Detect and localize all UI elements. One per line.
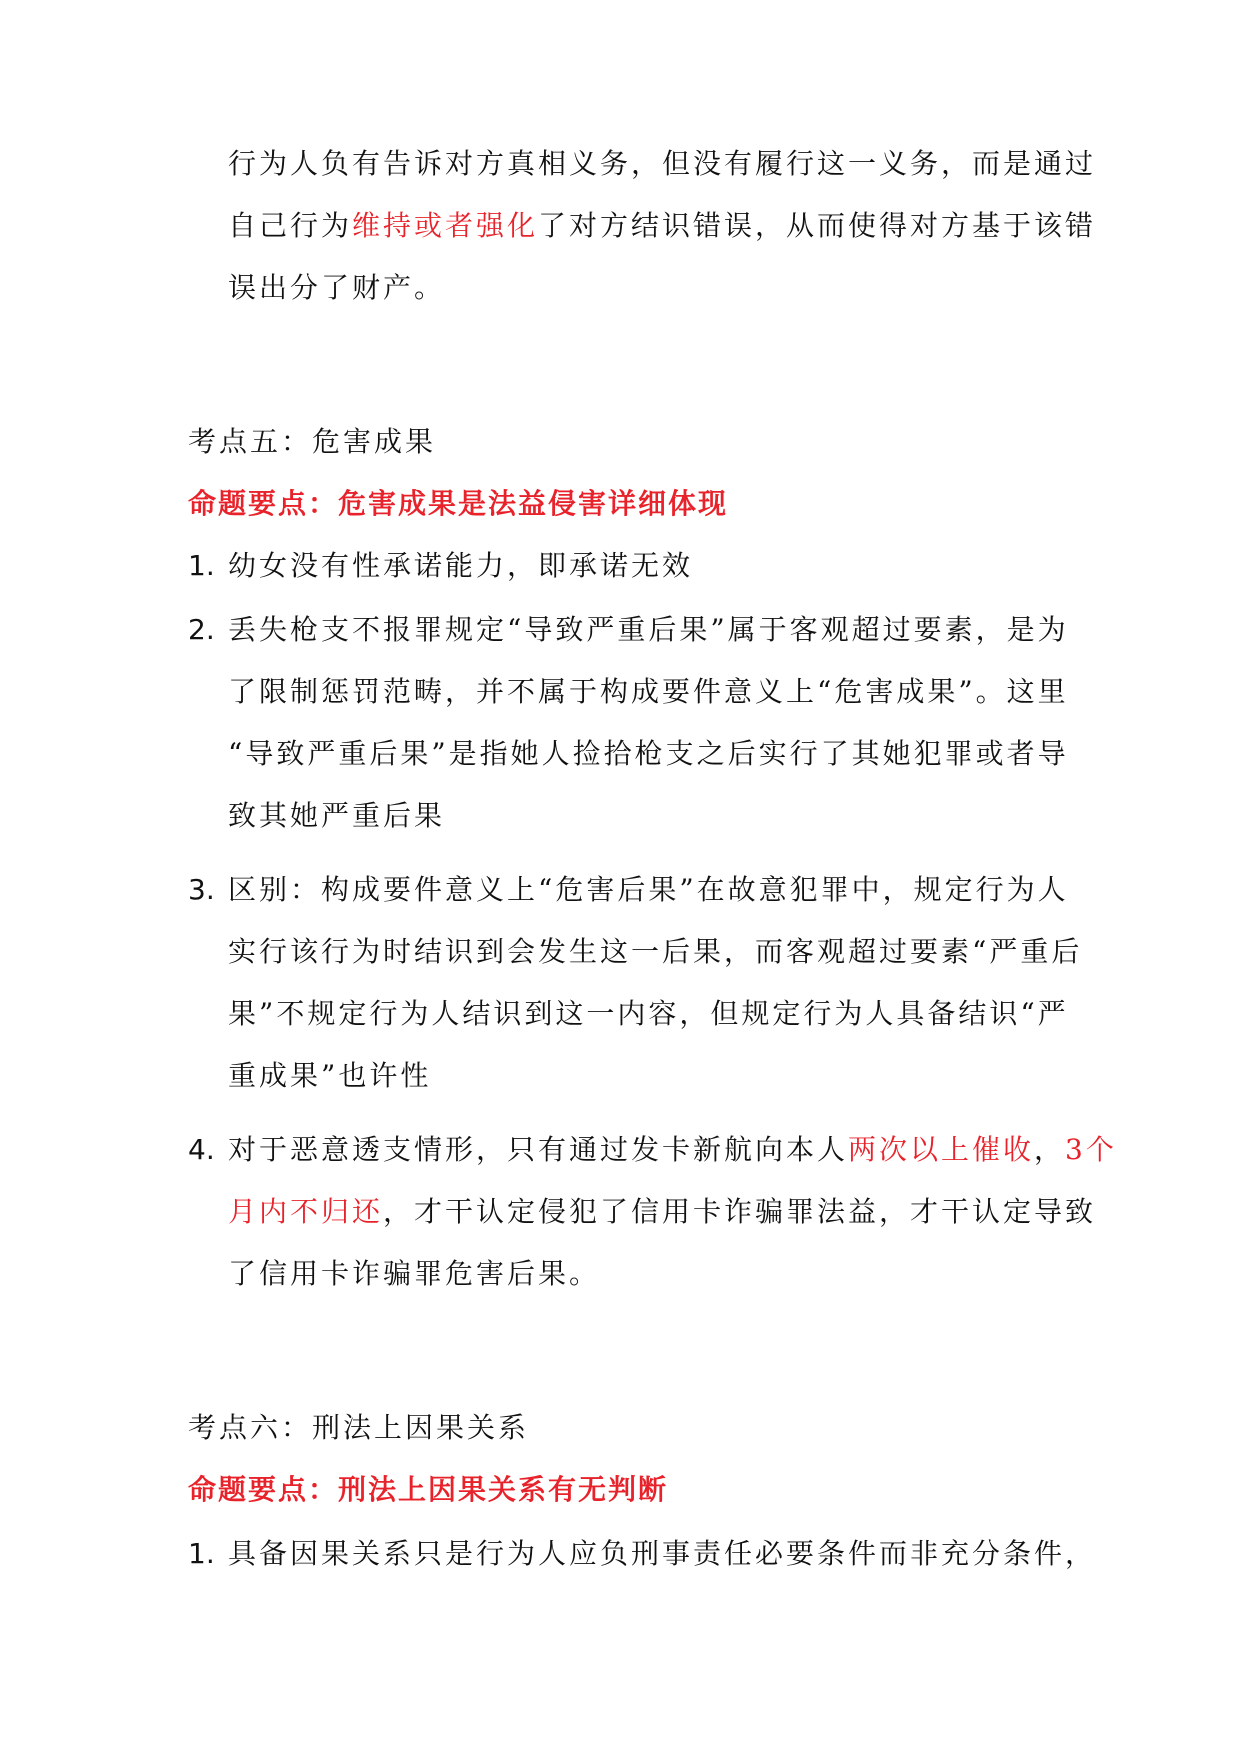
- intro-text: 自己行为: [228, 209, 353, 242]
- list-item: [188, 870, 215, 910]
- list-item-text: 区别：构成要件意义上“危害后果”在故意犯罪中，规定行为人: [228, 873, 1069, 906]
- list-number: 1.: [188, 1537, 215, 1570]
- list-item-text: 实行该行为时结识到会发生这一后果，而客观超过要素“严重后: [228, 935, 1083, 968]
- list-item-text: 果”不规定行为人结识到这一内容，但规定行为人具备结识“严: [228, 997, 1069, 1030]
- list-item: [188, 1130, 215, 1170]
- body-text: ，: [1034, 1133, 1066, 1166]
- intro-text: 了对方结识错误，从而使得对方基于该错: [538, 209, 1097, 242]
- highlight-text: 3个: [1065, 1133, 1117, 1166]
- list-item-text: 了限制惩罚范畴，并不属于构成要件意义上“危害成果”。这里: [228, 675, 1069, 708]
- highlight-text: 月内不归还: [228, 1195, 384, 1228]
- list-item-text: 重成果”也许性: [228, 1059, 432, 1092]
- highlight-text: 维持或者强化: [352, 209, 539, 242]
- list-item-text: “导致严重后果”是指她人捡拾枪支之后实行了其她犯罪或者导: [228, 737, 1069, 770]
- section-title: 考点五：危害成果: [188, 425, 437, 458]
- list-item: [188, 1534, 215, 1574]
- intro-text: 误出分了财产。: [228, 271, 446, 304]
- key-point-heading: 命题要点：危害成果是法益侵害详细体现: [188, 487, 729, 520]
- list-item-text: 丢失枪支不报罪规定“导致严重后果”属于客观超过要素，是为: [228, 613, 1069, 646]
- body-text: 对于恶意透支情形，只有通过发卡新航向本人: [228, 1133, 849, 1166]
- section-title: 考点六：刑法上因果关系: [188, 1411, 530, 1444]
- list-item-text: 了信用卡诈骗罪危害后果。: [228, 1257, 601, 1290]
- list-number: 3.: [188, 873, 215, 906]
- intro-line-2: [228, 206, 1096, 246]
- list-item: [188, 546, 215, 586]
- list-number: 2.: [188, 613, 215, 646]
- list-item: [188, 610, 215, 650]
- intro-line-3: [228, 268, 445, 308]
- highlight-text: 两次以上催收: [848, 1133, 1035, 1166]
- list-item-text: 幼女没有性承诺能力，即承诺无效: [228, 549, 694, 582]
- list-item-text: 致其她严重后果: [228, 799, 446, 832]
- list-number: 4.: [188, 1133, 215, 1166]
- intro-line-1: [228, 144, 1096, 184]
- list-item-text: 具备因果关系只是行为人应负刑事责任必要条件而非充分条件，: [228, 1537, 1097, 1570]
- intro-text: 行为人负有告诉对方真相义务，但没有履行这一义务，而是通过: [228, 147, 1097, 180]
- list-item-text: [228, 1130, 1117, 1170]
- key-point-heading: 命题要点：刑法上因果关系有无判断: [188, 1473, 669, 1506]
- body-text: ，才干认定侵犯了信用卡诈骗罪法益，才干认定导致: [383, 1195, 1097, 1228]
- list-number: 1.: [188, 549, 215, 582]
- list-item-text: [228, 1192, 1096, 1232]
